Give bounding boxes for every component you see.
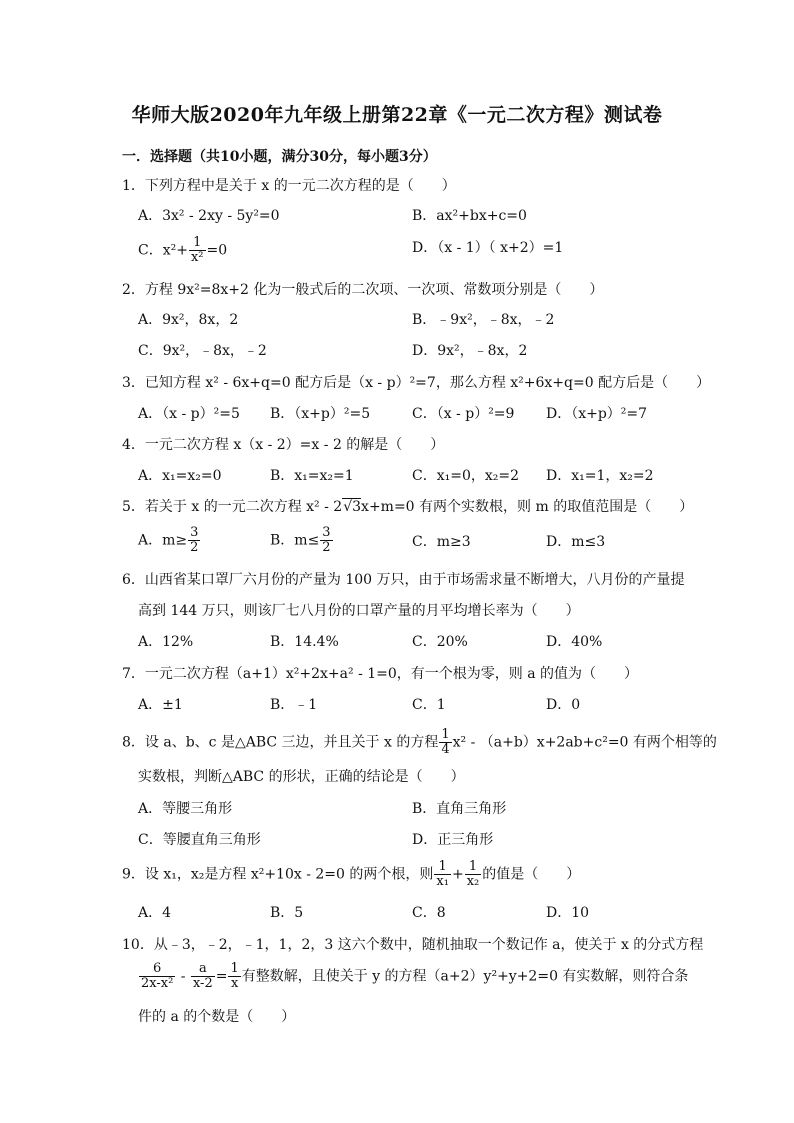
q10-stem-suffix: 有整数解，且使关于 y 的方程（a+2）y²+y+2=0 有实数解，则符合条 — [241, 968, 689, 985]
equals-sign: = — [215, 968, 228, 985]
question-6-stem-line1: 6．山西省某口罩厂六月份的产量为 100 万只，由于市场需求量不断增大，八月份的产量提 — [122, 572, 685, 588]
numerator: 1 — [189, 236, 206, 251]
question-8-stem-line2: 实数根，判断△ABC 的形状，正确的结论是（ ） — [138, 769, 465, 785]
q9-fraction-2 — [465, 860, 482, 889]
q1-option-d: D．（x - 1）（ x+2）=1 — [412, 240, 564, 256]
question-10-stem-line1: 10．从﹣3，﹣2，﹣1，1，2，3 这六个数中，随机抽取一个数记作 a，使关于 x 的分式方程 — [122, 937, 704, 953]
q8-option-a: A．等腰三角形 — [138, 801, 233, 817]
q6-option-b: B．14.4% — [270, 634, 339, 650]
question-9-stem — [122, 860, 580, 889]
q2-option-b: B．﹣9x²，﹣8x，﹣2 — [412, 312, 555, 328]
question-4-stem: 4．一元二次方程 x（x - 2）=x - 2 的解是（ ） — [122, 437, 445, 453]
q6-option-a: A．12% — [138, 634, 194, 650]
q7-option-c: C．1 — [412, 697, 446, 713]
q9-option-d: D．10 — [546, 905, 590, 921]
q6-option-c: C．20% — [412, 634, 468, 650]
q1-c-prefix: C．x²+ — [138, 242, 188, 259]
q5-option-b — [270, 526, 334, 555]
q1-c-fraction — [189, 236, 206, 265]
question-6-stem-line2: 高到 144 万只，则该厂七八月份的口罩产量的月平均增长率为（ ） — [138, 603, 580, 619]
section-heading: 一．选择题（共10小题，满分30分，每小题3分） — [122, 149, 437, 165]
q1-option-a: A．3x² - 2xy - 5y²=0 — [138, 208, 280, 224]
q3-option-b: B．（x+p）²=5 — [270, 406, 371, 422]
question-5-stem — [122, 497, 693, 517]
q4-option-c: C．x₁=0，x₂=2 — [412, 468, 520, 484]
q4-option-a: A．x₁=x₂=0 — [138, 468, 222, 484]
q1-c-suffix: =0 — [206, 242, 228, 259]
q9-fraction-1 — [434, 860, 451, 889]
question-10-stem-line3: 件的 a 的个数是（ ） — [138, 1009, 296, 1025]
q2-option-c: C．9x²，﹣8x，﹣2 — [138, 343, 267, 359]
q9-option-b: B．5 — [270, 905, 304, 921]
q3-option-a: A．（x - p）²=5 — [138, 406, 240, 422]
q5-stem-prefix: 5．若关于 x 的一元二次方程 x² - 2 — [122, 499, 343, 515]
question-3-stem: 3．已知方程 x² - 6x+q=0 配方后是（x - p）²=7，那么方程 x²+6x+q=0 配方后是（ ） — [122, 375, 711, 391]
minus-sign: - — [176, 968, 190, 985]
denominator: x₁ — [436, 874, 449, 889]
q10-fraction-2 — [191, 962, 215, 991]
denominator: x — [230, 976, 239, 991]
q9-stem-suffix: 的值是（ ） — [482, 866, 581, 883]
q7-option-d: D．0 — [546, 697, 581, 713]
denominator: 2 — [322, 540, 331, 555]
q8-stem-suffix: x² - （a+b）x+2ab+c²=0 有两个相等的 — [452, 734, 717, 751]
denominator: 4 — [441, 742, 450, 757]
q3-option-c: C．（x - p）²=9 — [412, 406, 515, 422]
denominator: x₂ — [466, 874, 480, 889]
question-7-stem: 7．一元二次方程（a+1）x²+2x+a² - 1=0，有一个根为零，则 a 的值为（ ） — [122, 666, 639, 682]
numerator: 1 — [434, 860, 451, 875]
q7-option-a: A．±1 — [138, 697, 183, 713]
q5-radicand: 3 — [352, 499, 362, 515]
q4-option-d: D．x₁=1，x₂=2 — [546, 468, 654, 484]
q2-option-a: A．9x²，8x，2 — [138, 312, 239, 328]
q4-option-b: B．x₁=x₂=1 — [270, 468, 354, 484]
denominator: x² — [190, 250, 204, 265]
q5-stem-suffix: x+m=0 有两个实数根，则 m 的取值范围是（ ） — [361, 499, 694, 515]
numerator: 1 — [230, 961, 239, 976]
q5-option-a — [138, 526, 201, 555]
q9-option-c: C．8 — [412, 905, 446, 921]
q9-option-a: A．4 — [138, 905, 172, 921]
numerator: a — [191, 962, 215, 977]
q6-option-d: D．40% — [546, 634, 603, 650]
numerator: 3 — [322, 525, 331, 540]
q8-option-b: B．直角三角形 — [412, 801, 507, 817]
question-1-stem: 1．下列方程中是关于 x 的一元二次方程的是（ ） — [122, 178, 456, 194]
numerator: 6 — [139, 962, 175, 977]
q5-b-prefix: B．m≤ — [270, 532, 320, 549]
question-10-stem-line2 — [138, 962, 688, 991]
q8-fraction — [439, 728, 451, 757]
plus-sign: + — [451, 866, 464, 883]
q8-option-c: C．等腰直角三角形 — [138, 832, 261, 848]
denominator: 2 — [190, 540, 199, 555]
q10-fraction-1 — [139, 962, 175, 991]
q7-option-b: B．﹣1 — [270, 697, 318, 713]
q3-option-d: D．（x+p）²=7 — [546, 406, 648, 422]
q5-option-d: D．m≤3 — [546, 534, 606, 550]
q5-option-c: C．m≥3 — [412, 534, 471, 550]
numerator: 1 — [465, 860, 482, 875]
q1-option-c — [138, 236, 227, 265]
q2-option-d: D．9x²，﹣8x，2 — [412, 343, 528, 359]
question-2-stem: 2．方程 9x²=8x+2 化为一般式后的二次项、一次项、常数项分别是（ ） — [122, 282, 604, 298]
q8-stem-prefix: 8．设 a、b、c 是△ABC 三边，并且关于 x 的方程 — [122, 734, 439, 751]
sqrt-symbol: √3 — [343, 499, 362, 515]
q5-a-prefix: A．m≥ — [138, 532, 188, 549]
q10-fraction-3 — [228, 962, 240, 991]
q9-stem-prefix: 9．设 x₁，x₂是方程 x²+10x - 2=0 的两个根，则 — [122, 866, 434, 883]
question-8-stem-line1 — [122, 728, 717, 757]
q1-option-b: B．ax²+bx+c=0 — [412, 208, 527, 224]
numerator: 3 — [190, 525, 199, 540]
denominator: x-2 — [192, 976, 213, 991]
denominator: 2x-x² — [141, 976, 174, 991]
numerator: 1 — [441, 727, 450, 742]
q5-b-fraction — [320, 526, 332, 555]
q8-option-d: D．正三角形 — [412, 832, 494, 848]
q5-a-fraction — [188, 526, 200, 555]
page-title: 华师大版2020年九年级上册第22章《一元二次方程》测试卷 — [131, 104, 663, 126]
